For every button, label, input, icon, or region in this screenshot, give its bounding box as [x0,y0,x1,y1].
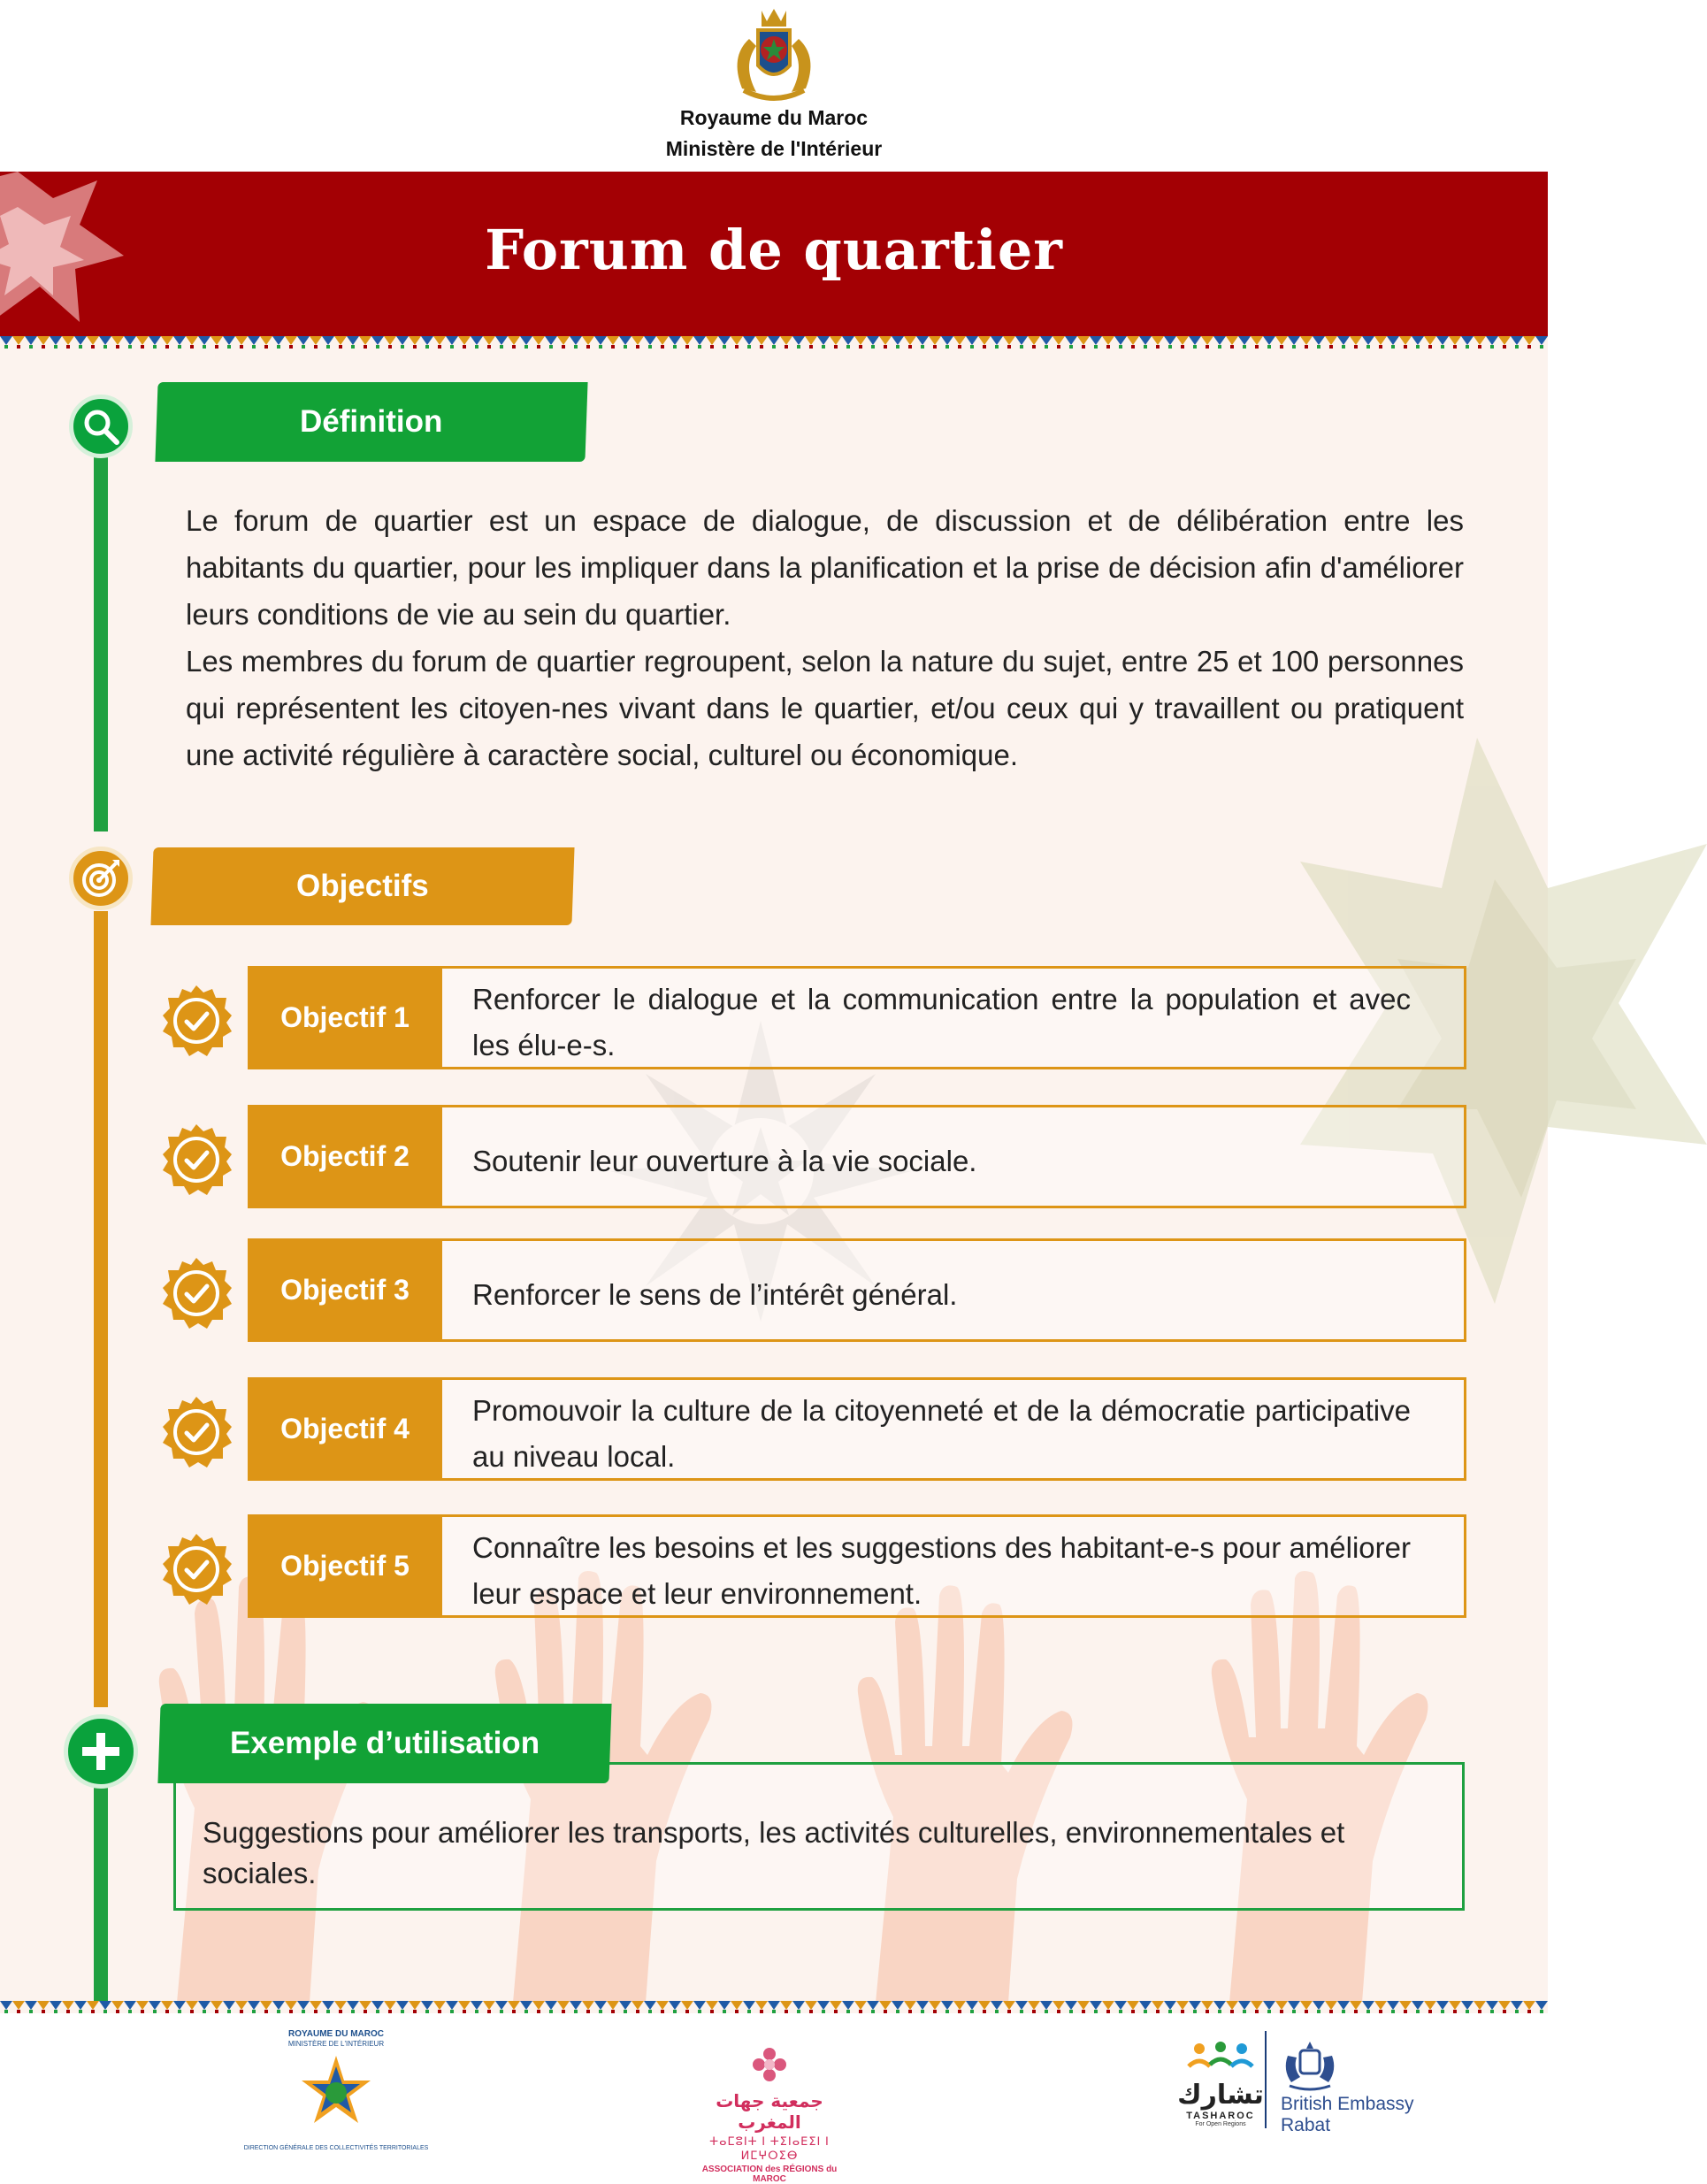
objective-label: Objectif 1 [248,966,442,1069]
check-badge-icon [161,1397,232,1467]
plus-icon [64,1714,138,1789]
objective-row [161,966,1466,1069]
section-heading-example [157,1704,611,1783]
objective-text: Soutenir leur ouverture à la vie sociale. [442,1105,1466,1208]
decorative-border-bottom [0,2001,1548,2013]
footer-divider [1265,2031,1267,2128]
title-banner [0,172,1548,336]
association-name: ASSOCIATION des RÉGIONS du MAROC [701,2165,838,2184]
definition-paragraph-2: Les membres du forum de quartier regroupent, selon la nature du sujet, entre 25 et 100 personnes qui représentent les citoyen-nes vivant dans le quartier, et/ou ceux qui y travaillent ou pratiquent une activité régulière à caractère social, culturel ou économique. [186,645,1464,771]
check-badge-icon [161,1124,232,1195]
check-badge-icon [161,1534,232,1605]
objective-text: Connaître les besoins et les suggestions des habitant-e-s pour améliorer leur espace et leur environnement. [442,1514,1466,1618]
objective-row [161,1377,1466,1481]
british-embassy-logo [1281,2038,1431,2162]
association-arabic-name: جمعية جهات المغرب [716,2090,823,2133]
ministry-logo-line3: DIRECTION GÉNÉRALE DES COLLECTIVITÉS TERRITORIALES [243,2145,429,2151]
objective-text: Promouvoir la culture de la citoyenneté et de la démocratie participative au niveau local. [442,1377,1466,1481]
decorative-border-top [0,336,1548,349]
definition-paragraph-1: Le forum de quartier est un espace de dialogue, de discussion et de délibération entre les habitants du quartier, pour les impliquer dans la planification et la prise de décision afin d'améliorer leurs conditions de vie au sein du quartier. [186,504,1464,631]
objective-row [161,1105,1466,1208]
people-icon [1185,2040,1256,2072]
definition-text [186,497,1464,778]
association-regions-logo [690,2047,849,2184]
tasharoc-subtitle: For Open Regions [1195,2121,1246,2127]
search-icon [69,395,133,458]
page-title: Forum de quartier [485,218,1063,282]
example-text: Suggestions pour améliorer les transports, les activités culturelles, environnementales et sociales. [173,1762,1465,1911]
objective-text: Renforcer le sens de l’intérêt général. [442,1238,1466,1342]
flower-icon [752,2047,787,2082]
definition-heading: Définition [300,404,443,439]
timeline-line-objectives [94,911,108,1707]
star-emblem-icon [296,2054,376,2134]
tasharoc-name: TASHAROC [1186,2111,1255,2121]
objective-label: Objectif 4 [248,1377,442,1481]
footer [0,2013,1548,2184]
check-badge-icon [161,985,232,1056]
objectives-heading: Objectifs [296,869,429,903]
ministry-logo-line1: ROYAUME DU MAROC [288,2029,384,2039]
target-icon [69,847,133,910]
coat-of-arms-emblem [723,4,825,103]
tasharoc-logo [1172,2040,1269,2164]
check-badge-icon [161,1258,232,1329]
objective-label: Objectif 2 [248,1105,442,1208]
association-tifinagh-name: ⵜⴰⵎⵓⵏⵜ ⵏ ⵜⵉⵏⴰⴹⵉⵏ ⵏ ⵍⵎⵖⵔⵉⴱ [709,2134,830,2162]
objective-label: Objectif 3 [248,1238,442,1342]
ministry-logo-line2: MINISTÈRE DE L'INTÉRIEUR [287,2040,385,2048]
section-heading-definition [155,382,587,462]
embassy-city: Rabat [1281,2115,1331,2135]
ministry-name: Ministère de l'Intérieur [665,137,883,160]
objective-row [161,1514,1466,1618]
country-name: Royaume du Maroc [679,106,869,129]
tasharoc-arabic-name: تشارك [1177,2080,1264,2111]
section-heading-objectives [150,847,574,925]
objective-text: Renforcer le dialogue et la communication entre la population et avec les élu-e-s. [442,966,1466,1069]
decorative-star-icon [1300,738,1707,1463]
timeline-line-example [94,1778,108,2001]
embassy-name: British Embassy [1281,2094,1414,2114]
ministry-logo [239,2029,433,2171]
timeline-line-definition [94,451,108,831]
example-heading: Exemple d’utilisation [229,1726,540,1760]
objective-label: Objectif 5 [248,1514,442,1618]
objective-row [161,1238,1466,1342]
royal-crest-icon [1281,2038,1339,2089]
